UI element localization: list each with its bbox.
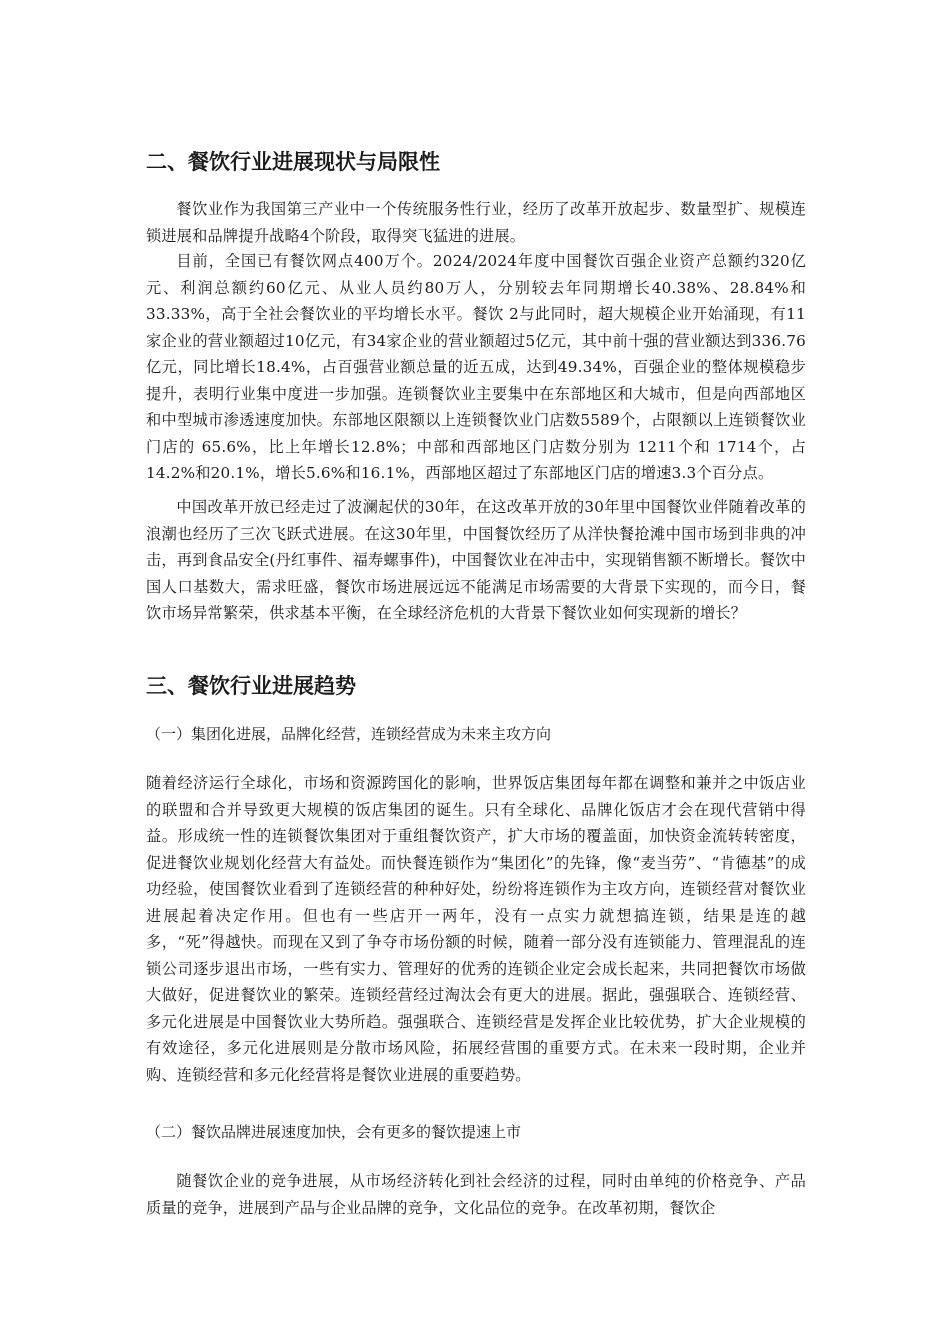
paragraph-reform-history: 中国改革开放已经走过了波澜起伏的30年，在这改革开放的30年里中国餐饮业伴随着改革的浪潮也经历了三次飞跃式进展。在这30年里，中国餐饮经历了从洋快餐抢滩中国市场到非典的冲击，再到食品安全(丹红事件、福寿螺事件)，中国餐饮业在冲击中，实现销售额不断增长。餐饮中国人口基数大，需求旺盛，餐饮市场进展远远不能满足市场需要的大背景下实现的，而今日，餐饮市场异常繁荣，供求基本平衡，在全球经济危机的大背景下餐饮业如何实现新的增长？: [146, 498, 806, 622]
section-heading-2: 二、餐饮行业进展现状与局限性: [146, 150, 440, 174]
paragraph-chain-operation: 随着经济运行全球化，市场和资源跨国化的影响，世界饭店集团每年都在调整和兼并之中饭店业的联盟和合并导致更大规模的饭店集团的诞生。只有全球化、品牌化饭店才会在现代营销中得益。形成统一性的连锁餐饮集团对于重组餐饮资产，扩大市场的覆盖面，加快资金流转转密度，促进餐饮业规划化经营大有益处。而快餐连锁作为“集团化”的先锋，像“麦当劳”、“肯德基”的成功经验，使国餐饮业看到了连锁经营的种种好处，纷纷将连锁作为主攻方向，连锁经营对餐饮业进展起着决定作用。但也有一些店开一两年，没有一点实力就想搞连锁，结果是连的越多，“死”得越快。而现在又到了争夺市场份额的时候，随着一部分没有连锁能力、管理混乱的连锁公司逐步退出市场，一些有实力、管理好的优秀的连锁企业定会成长起来，共同把餐饮市场做大做好，促进餐饮业的繁荣。连锁经营经过淘汰会有更大的进展。据此，强强联合、连锁经营、多元化进展是中国餐饮业大势所趋。强强联合、连锁经营是发挥企业比较优势，扩大企业规模的有效途径，多元化进展则是分散市场风险，拓展经营围的重要方式。在未来一段时期，企业并购、连锁经营和多元化经营将是餐饮业进展的重要趋势。: [146, 774, 806, 1084]
paragraph-intro: 餐饮业作为我国第三产业中一个传统服务性行业，经历了改革开放起步、数量型扩、规模连锁进展和品牌提升战略4个阶段，取得突飞猛进的进展。: [146, 200, 806, 245]
paragraph-brand-competition: 随餐饮企业的竞争进展，从市场经济转化到社会经济的过程，同时由单纯的价格竞争、产品质量的竞争，进展到产品与企业品牌的竞争，文化品位的竞争。在改革初期，餐饮企: [146, 1172, 806, 1217]
paragraph-current-status: 目前，全国已有餐饮网点400万个。2024/2024年度中国餐饮百强企业资产总额约320亿元、利润总额约60亿元、从业人员约80万人，分别较去年同期增长40.38%、28.84%和33.33%，高于全社会餐饮业的平均增长水平。餐饮 2与此同时，超大规模企业开始涌现，有11家企业的营业额超过10亿元，有34家企业的营业额超过5亿元，其中前十强的营业额达到336.76亿元，同比增长18.4%，占百强营业额总量的近五成，达到49.34%，百强企业的整体规模稳步提升，表明行业集中度进一步加强。连锁餐饮业主要集中在东部地区和大城市，但是向西部地区和中型城市渗透速度加快。东部地区限额以上连锁餐饮业门店数5589个，占限额以上连锁餐饮业门店的 65.6%，比上年增长12.8%；中部和西部地区门店数分别为 1211个和 1714个，占 14.2%和20.1%，增长5.6%和16.1%，西部地区超过了东部地区门店的增速3.3个百分点。: [146, 252, 806, 482]
subheading-group-branding: （一）集团化进展，品牌化经营，连锁经营成为未来主攻方向: [146, 725, 552, 743]
section-heading-3: 三、餐饮行业进展趋势: [146, 674, 356, 698]
subheading-brand-listing: （二）餐饮品牌进展速度加快，会有更多的餐饮提速上市: [146, 1123, 522, 1141]
